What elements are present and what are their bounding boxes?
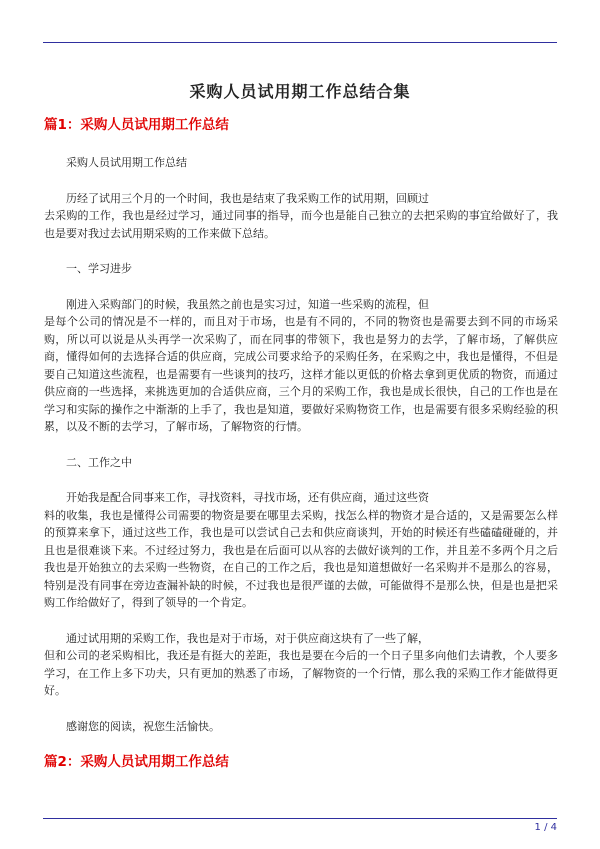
section-heading-2: 篇2：采购人员试用期工作总结 — [44, 754, 229, 770]
footer-rule — [43, 818, 557, 819]
heading-learning: 一、学习进步 — [66, 262, 132, 275]
paragraph-summary — [44, 630, 558, 700]
paragraph-line: 是每个公司的情况是不一样的，而且对于市场，也是有不同的，不同的物资也是需要去到不同的市场采购，所以可以说是从头再学一次采购了，而在同事的带领下，我也是努力的去学，了解市场，了解供应商，懂得如何的去选择合适的供应商，完成公司要求给予的采购任务，在采购之中，我也是懂得，不但是要自己知道这些流程，也是需要有一些谈判的技巧，这样才能以更低的价格去拿到更优质的物资，而通过供应商的一些选择，来挑选更加的合适供应商，三个月的采购工作，我也是成长很快，自己的工作也是在学习和实际的操作之中渐渐的上手了，我也是知道，要做好采购物资工作，也是需要有很多采购经验的积累，以及不断的去学习，了解市场，了解物资的行情。 — [44, 315, 558, 433]
heading-work: 二、工作之中 — [66, 455, 132, 469]
paragraph-line: 去采购的工作，我也是经过学习，通过同事的指导，而今也是能自己独立的去把采购的事宜给做好了，我也是要对我过去试用期采购的工作来做下总结。 — [44, 209, 558, 240]
paragraph-learning — [44, 296, 558, 436]
page-number: 1 / 4 — [534, 822, 557, 833]
closing-text: 感谢您的阅读，祝您生活愉快。 — [66, 719, 220, 733]
document-title: 采购人员试用期工作总结合集 — [189, 82, 411, 101]
paragraph-line: 历经了试用三个月的一个时间，我也是结束了我采购工作的试用期，回顾过 — [66, 191, 429, 205]
subtitle: 采购人员试用期工作总结 — [66, 156, 187, 169]
paragraph-line: 通过试用期的采购工作，我也是对于市场，对于供应商这块有了一些了解， — [66, 631, 429, 645]
paragraph-intro — [44, 190, 558, 243]
document-body — [44, 116, 558, 791]
paragraph-line: 料的收集，我也是懂得公司需要的物资是要在哪里去采购，找怎么样的物资才是合适的，又是需要怎么样的预算来拿下，通过这些工作，我也是可以尝试自己去和供应商谈判，开始的时候还有些磕磕碰碰的，并且也是很难谈下来。不过经过努力，我也是在后面可以从容的去做好谈判的工作，并且差不多两个月之后我也是开始独立的去采购一些物资，在自己的工作之后，我也是知道想做好一名采购并不是那么的容易，特别是没有同事在旁边查漏补缺的时候，不过我也是很严谨的去做，可能做得不是那么快，但是也是把采购工作给做好了，得到了领导的一个肯定。 — [44, 508, 558, 609]
header-rule — [43, 42, 557, 43]
section-heading-1: 篇1：采购人员试用期工作总结 — [44, 117, 229, 133]
paragraph-work — [44, 489, 558, 612]
paragraph-line: 刚进入采购部门的时候，我虽然之前也是实习过，知道一些采购的流程，但 — [66, 297, 429, 311]
paragraph-line: 开始我是配合同事来工作，寻找资料，寻找市场，还有供应商，通过这些资 — [66, 491, 429, 504]
paragraph-line: 但和公司的老采购相比，我还是有挺大的差距，我也是要在今后的一个日子里多向他们去请教，个人要多学习，在工作上多下功夫，只有更加的熟悉了市场，了解物资的一个行情，那么我的采购工作才能做得更好。 — [44, 649, 558, 697]
